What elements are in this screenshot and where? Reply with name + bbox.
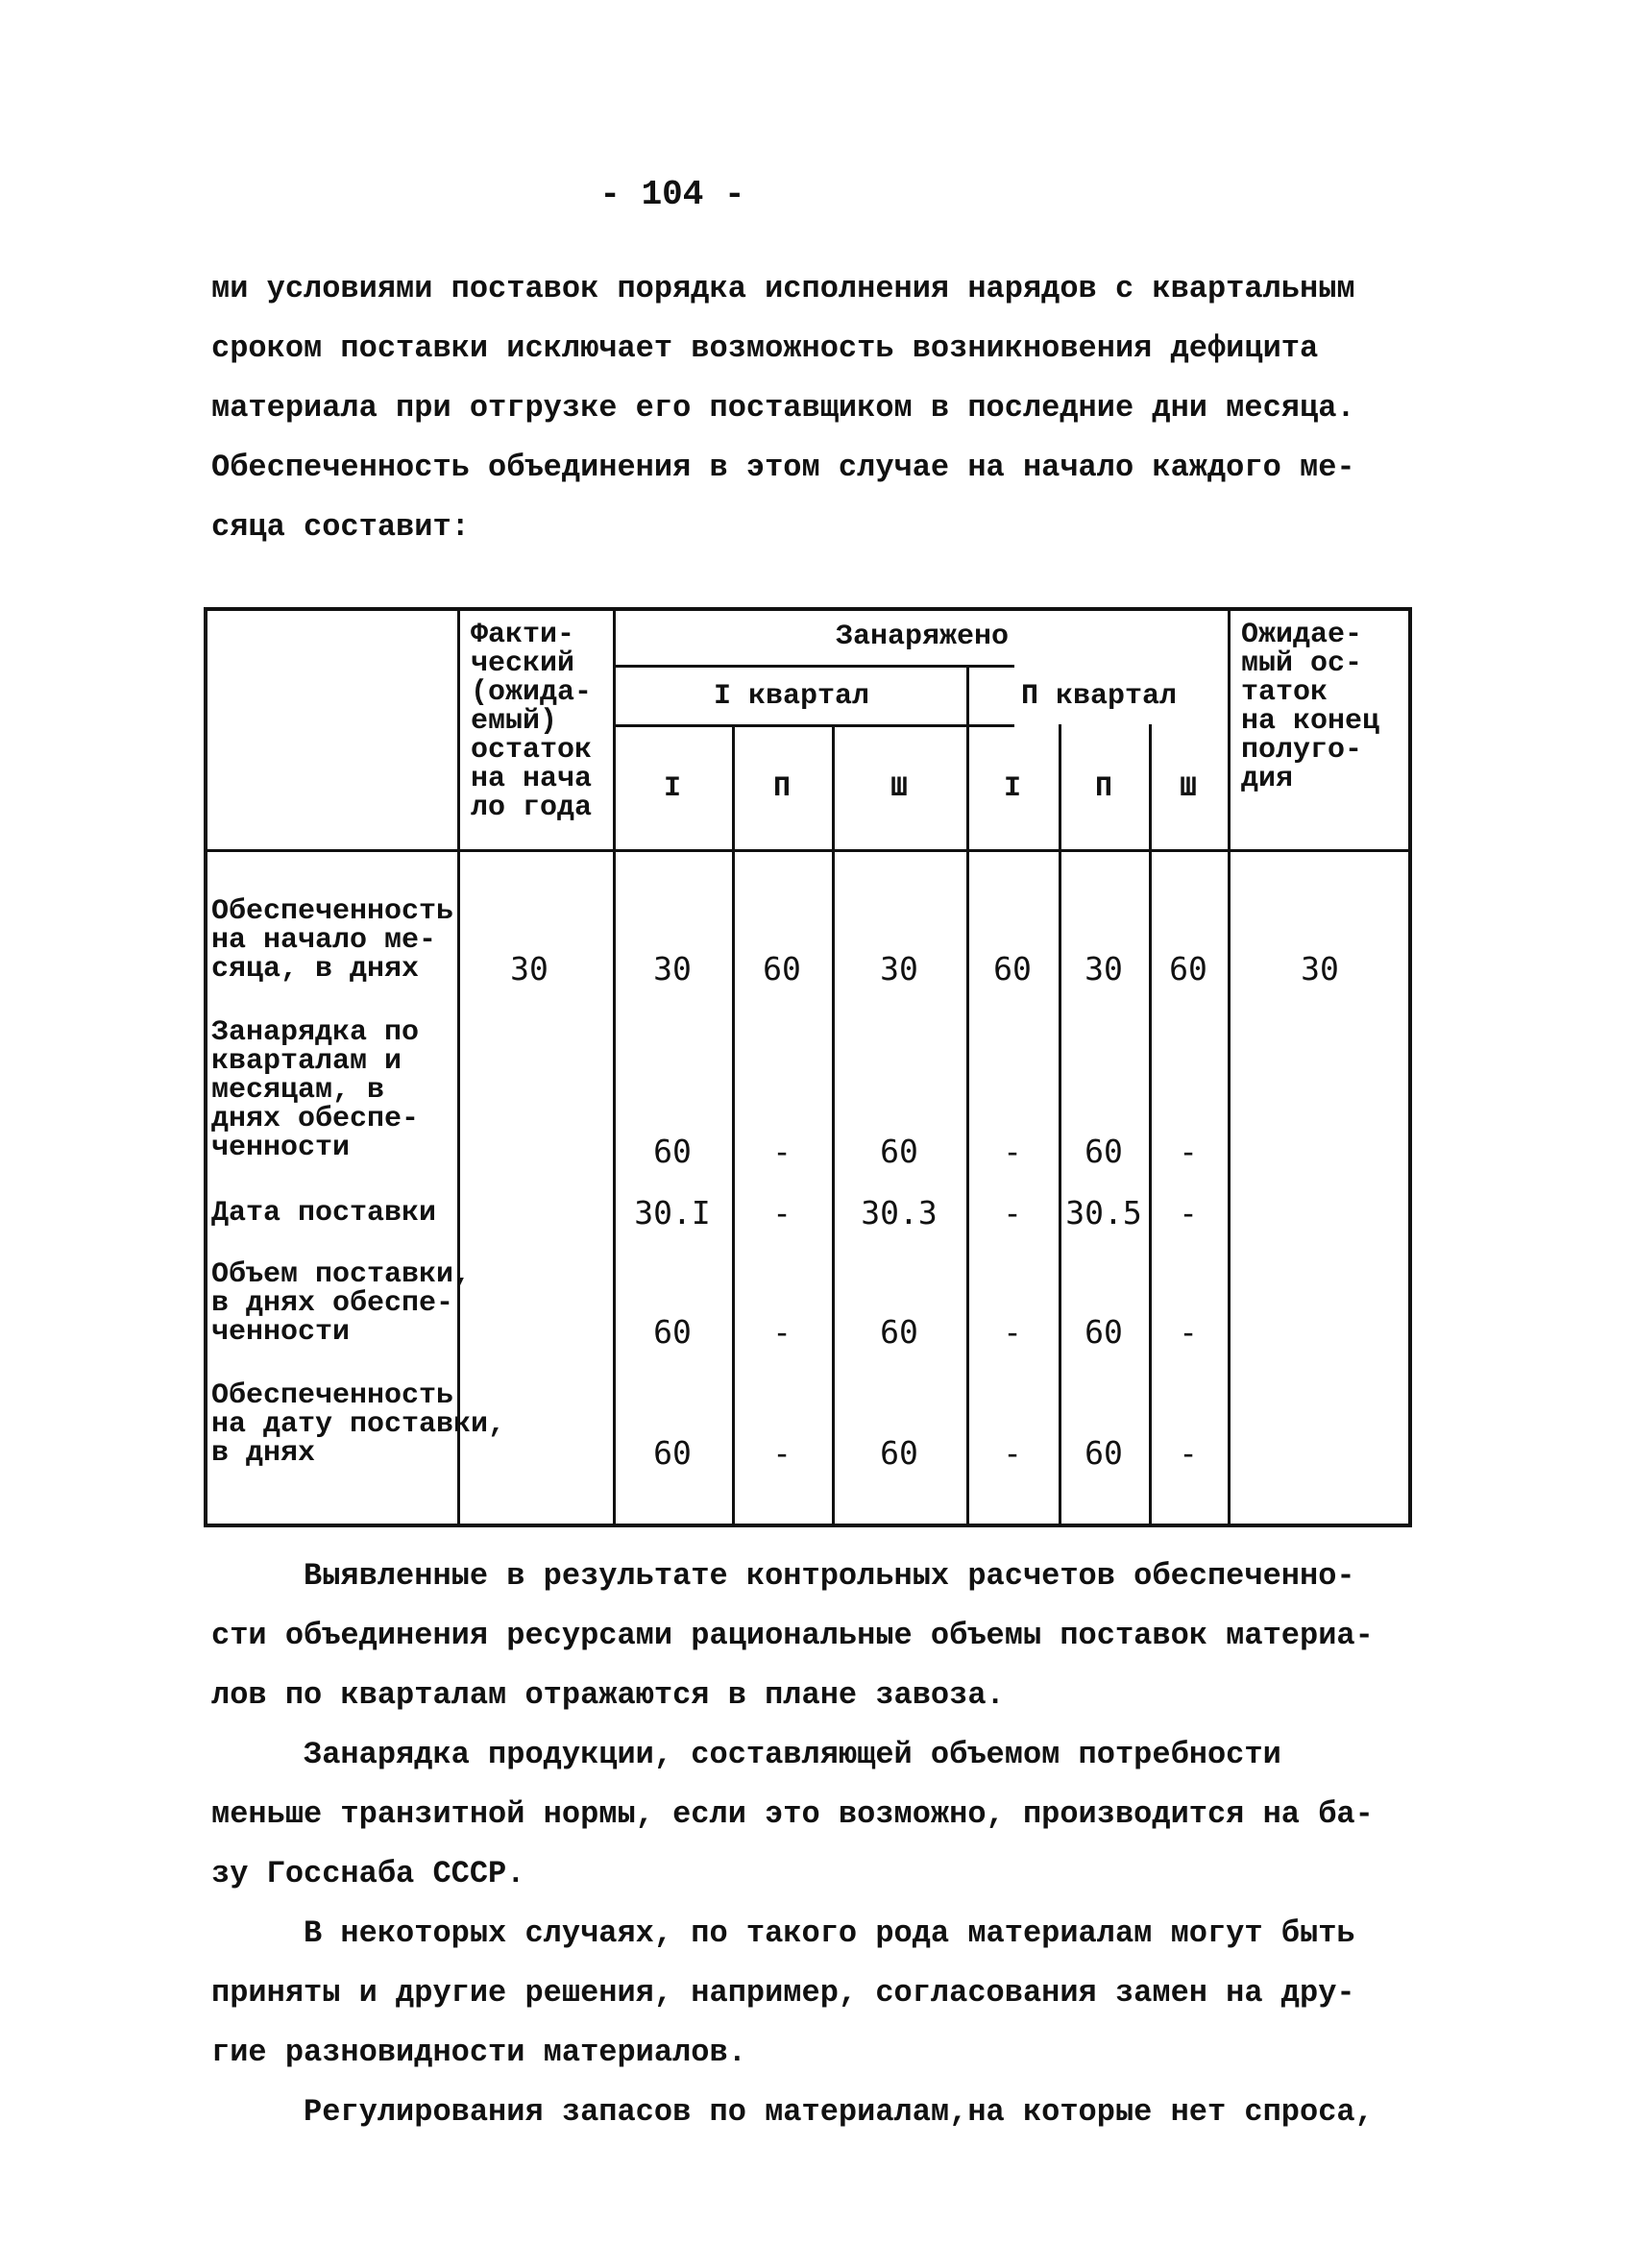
table-cell: - [772, 1313, 792, 1351]
header-month: Ш [1179, 772, 1197, 805]
header-month: П [772, 772, 791, 805]
row-label: Обеспеченность на начало ме- сяца, в днях [211, 895, 454, 986]
header-expected: Ожидае- мый ос- таток на конец полуго- дия [1241, 619, 1380, 795]
table-cell: 60 [880, 1313, 918, 1351]
cell-expected: 30 [1301, 950, 1339, 988]
header-quarter-2: П квартал [1020, 680, 1178, 713]
table-cell: - [1003, 1434, 1022, 1472]
table-cell: - [772, 1434, 792, 1472]
row-label: Обеспеченность на дату поставки, в днях [211, 1379, 506, 1470]
table-cell: 30.I [634, 1194, 711, 1232]
table-cell: 60 [763, 950, 801, 988]
table-cell: 60 [880, 1133, 918, 1170]
cell-remainder: 30 [510, 950, 548, 988]
header-quarter-1: I квартал [713, 680, 870, 713]
table-cell: 30 [653, 950, 692, 988]
table-cell: 30.5 [1065, 1194, 1142, 1232]
text-line: Обеспеченность объединения в этом случае на начало каждого ме- [211, 450, 1355, 485]
text-line: Занарядка продукции, составляющей объемом потребности [211, 1737, 1281, 1772]
table-cell: 60 [1085, 1313, 1123, 1351]
table-cell: 60 [993, 950, 1032, 988]
h-line [613, 724, 1014, 727]
header-month: Ш [890, 772, 908, 805]
intro-paragraph [211, 259, 1364, 557]
row-label: Дата поставки [211, 1197, 437, 1230]
text-line: сроком поставки исключает возможность возникновения дефицита [211, 330, 1319, 366]
table-cell: 30 [880, 950, 918, 988]
header-month: I [1003, 772, 1021, 805]
table-cell: - [1003, 1313, 1022, 1351]
v-line [732, 724, 735, 1527]
row-label: Занарядка по кварталам и месяцам, в днях обеспе- ченности [211, 1016, 420, 1164]
text-line: ми условиями поставок порядка исполнения нарядов с квартальным [211, 271, 1355, 306]
table-cell: 60 [1085, 1133, 1123, 1170]
text-line: приняты и другие решения, например, согласования замен на дру- [211, 1975, 1355, 2011]
table-cell: 60 [1085, 1434, 1123, 1472]
body-paragraphs [211, 1547, 1374, 2142]
text-line: меньше транзитной нормы, если это возможно, производится на ба- [211, 1796, 1374, 1832]
text-line: лов по кварталам отражаются в плане завоза. [211, 1677, 1005, 1713]
h-line [613, 665, 1014, 668]
table-cell: - [1003, 1194, 1022, 1232]
header-month: I [663, 772, 681, 805]
header-month: П [1094, 772, 1112, 805]
h-line [204, 849, 1412, 852]
table-cell: - [1179, 1194, 1198, 1232]
table-cell: - [1179, 1313, 1198, 1351]
header-remainder: Факти- ческий (ожида- емый) остаток на нача ло года [471, 619, 593, 824]
v-line [1228, 607, 1231, 1527]
supply-table [204, 607, 1412, 1527]
table-cell: - [772, 1133, 792, 1170]
v-line [1149, 724, 1152, 1527]
v-line [832, 724, 835, 1527]
text-line: Регулирования запасов по материалам,на которые нет спроса, [211, 2094, 1374, 2130]
table-cell: 60 [653, 1133, 692, 1170]
text-line: материала при отгрузке его поставщиком в последние дни месяца. [211, 390, 1355, 426]
table-cell: - [1179, 1434, 1198, 1472]
text-line: гие разновидности материалов. [211, 2035, 746, 2070]
text-line: В некоторых случаях, по такого рода материалам могут быть [211, 1915, 1355, 1951]
row-label: Объем поставки, в днях обеспе- ченности [211, 1258, 472, 1349]
v-line [613, 607, 616, 1527]
table-cell: - [1003, 1133, 1022, 1170]
text-line: сти объединения ресурсами рациональные объемы поставок материа- [211, 1618, 1374, 1653]
page-number: - 104 - [599, 175, 745, 214]
v-line [1059, 724, 1061, 1527]
table-cell: 30.3 [861, 1194, 938, 1232]
table-cell: 60 [880, 1434, 918, 1472]
table-cell: 60 [653, 1434, 692, 1472]
table-cell: - [772, 1194, 792, 1232]
header-zanaryazheno: Занаряжено [835, 621, 1010, 653]
table-cell: 30 [1085, 950, 1123, 988]
text-line: Выявленные в результате контрольных расчетов обеспеченно- [211, 1558, 1355, 1594]
table-cell: - [1179, 1133, 1198, 1170]
text-line: зу Госснаба СССР. [211, 1856, 525, 1891]
text-line: сяца составит: [211, 509, 470, 545]
table-cell: 60 [653, 1313, 692, 1351]
table-cell: 60 [1169, 950, 1207, 988]
